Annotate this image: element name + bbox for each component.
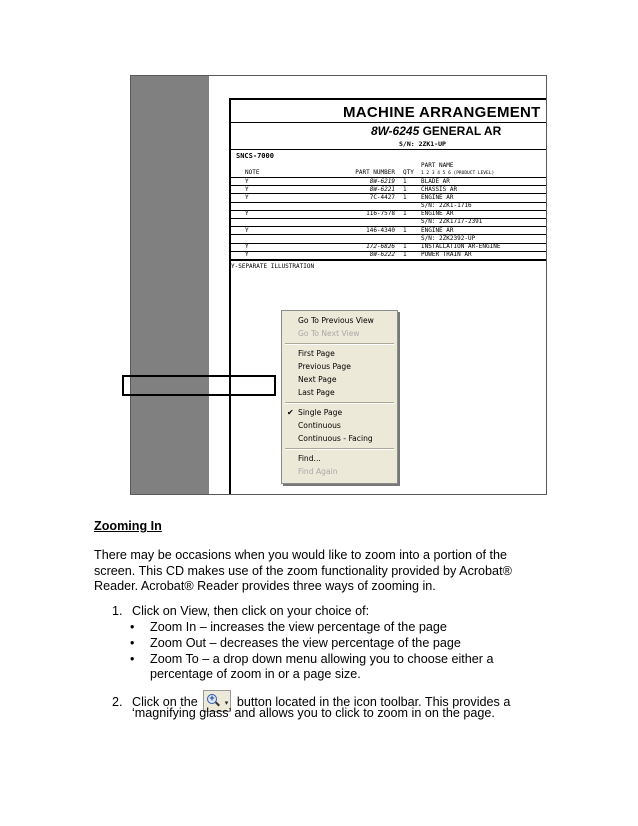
row-qty: 1 (403, 210, 407, 218)
menu-item-find[interactable]: Find... (298, 453, 321, 463)
title-rule (231, 122, 547, 123)
subtitle-name: GENERAL AR (422, 124, 502, 138)
intro-line: There may be occasions when you would like to zoom into a portion of the (94, 548, 508, 562)
row-qty: 1 (403, 243, 407, 250)
row-part-name: ENGINE AR (421, 226, 454, 234)
step-2-text-after: button located in the icon toolbar. This provides a (236, 695, 511, 709)
header-product-level: 1 2 3 4 5 6 (PRODUCT LEVEL) (421, 171, 495, 176)
embedded-screenshot (130, 75, 547, 495)
bullet-zoom-to (130, 652, 494, 668)
header-part-name: PART NAME (421, 162, 454, 169)
bullet-icon: • (130, 620, 135, 634)
table-row (231, 211, 547, 219)
context-menu (281, 310, 398, 484)
menu-item-continuous-facing[interactable]: Continuous - Facing (298, 434, 373, 444)
table-row (231, 252, 547, 261)
header-qty: QTY (403, 169, 414, 176)
menu-item-find-again[interactable]: Find Again (298, 466, 338, 476)
row-note: Y (245, 185, 249, 193)
parts-table (231, 162, 547, 270)
step-2-text-before: Click on the (132, 695, 198, 709)
row-part-number: 8W-6222 (369, 251, 395, 259)
find-highlight-box (122, 375, 276, 396)
zoom-in-button[interactable]: + ▾ (203, 690, 231, 712)
header-rule (231, 149, 547, 150)
menu-item-go-next-view[interactable]: Go To Next View (298, 329, 360, 339)
row-note: Y (245, 193, 249, 201)
row-part-name: ENGINE AR (421, 210, 454, 218)
menu-separator (285, 343, 394, 345)
menu-separator (285, 448, 394, 450)
menu-item-next-page[interactable]: Next Page (298, 375, 337, 385)
intro-line: Reader. Acrobat® Reader provides three ways of zooming in. (94, 579, 436, 594)
row-part-name: BLADE AR (421, 177, 450, 185)
menu-separator (285, 402, 394, 404)
chevron-down-icon: ▾ (224, 700, 229, 707)
step-1 (112, 604, 369, 620)
row-part-name: S/N: 2ZK1-1716 (421, 202, 472, 210)
header-part-number: PART NUMBER (355, 169, 395, 176)
row-part-name: S/N: 2ZK1717-2391 (421, 218, 483, 226)
row-part-number: 116-7578 (366, 210, 395, 218)
bullet-zoom-out (130, 636, 461, 652)
menu-item-continuous[interactable]: Continuous (298, 421, 341, 431)
row-note: Y (245, 177, 249, 185)
document-subtitle (371, 124, 501, 138)
row-qty: 1 (403, 177, 407, 185)
menu-item-single-page[interactable] (282, 406, 397, 419)
bullet-zoom-in (130, 620, 447, 636)
menu-item-previous-page[interactable]: Previous Page (298, 361, 351, 371)
step-2-continued: ‘magnifying glass’ and allows you to click to zoom in on the page. (132, 706, 495, 720)
row-part-name: POWER TRAIN AR (421, 251, 472, 259)
header-note: NOTE (245, 169, 260, 176)
row-part-name: INSTALLATION AR-ENGINE (421, 243, 501, 250)
row-part-name: S/N: 2ZK2392-UP (421, 234, 476, 242)
subtitle-part-number: 8W-6245 (371, 124, 420, 138)
row-part-number: 8W-6219 (369, 177, 395, 185)
intro-paragraph (94, 548, 534, 595)
bullet-zoom-to-continued (130, 667, 361, 683)
menu-item-last-page[interactable]: Last Page (298, 388, 335, 398)
row-part-number: 7C-4427 (369, 193, 395, 201)
row-qty: 1 (403, 226, 407, 234)
row-qty: 1 (403, 251, 407, 259)
row-note: Y (245, 243, 249, 250)
document-page (209, 76, 546, 494)
bullet-text: Zoom Out – decreases the view percentage of the page (150, 636, 461, 650)
section-heading: Zooming In (94, 519, 162, 533)
menu-item-go-previous-view[interactable]: Go To Previous View (298, 316, 374, 325)
bullet-text: Zoom To – a drop down menu allowing you to choose either a (150, 652, 494, 666)
bullet-text: Zoom In – increases the view percentage of the page (150, 620, 447, 634)
separate-illustration-note: Y-SEPARATE ILLUSTRATION (231, 263, 315, 270)
row-qty: 1 (403, 193, 407, 201)
row-part-number: 172-6826 (366, 243, 395, 250)
step-1-number: 1. (112, 604, 123, 618)
table-row (231, 227, 547, 235)
row-qty: 1 (403, 185, 407, 193)
row-note: Y (245, 226, 249, 234)
checkmark-icon: ✔ (287, 407, 294, 417)
menu-item-first-page[interactable]: First Page (298, 348, 335, 358)
row-part-number: 8W-6221 (369, 185, 395, 193)
step-2-number: 2. (112, 695, 123, 709)
row-part-name: CHASSIS AR (421, 185, 458, 193)
row-part-name: ENGINE AR (421, 193, 454, 201)
intro-line: screen. This CD makes use of the zoom functionality provided by Acrobat® (94, 563, 512, 578)
bullet-icon: • (130, 636, 135, 650)
step-1-text: Click on View, then click on your choice of: (132, 604, 370, 618)
bullet-text: percentage of zoom in or a page size. (150, 667, 361, 681)
row-part-number: 146-4340 (366, 226, 395, 234)
bullet-icon: • (130, 652, 135, 666)
table-row (231, 194, 547, 202)
row-note: Y (245, 251, 249, 259)
parts-table-header (231, 163, 547, 178)
document-code: SNCS-7000 (236, 152, 274, 160)
menu-item-single-page-label: Single Page (298, 407, 343, 417)
row-note: Y (245, 210, 249, 218)
document-title: MACHINE ARRANGEMENT (343, 104, 541, 121)
serial-number: S/N: 2ZK1-UP (399, 140, 446, 148)
